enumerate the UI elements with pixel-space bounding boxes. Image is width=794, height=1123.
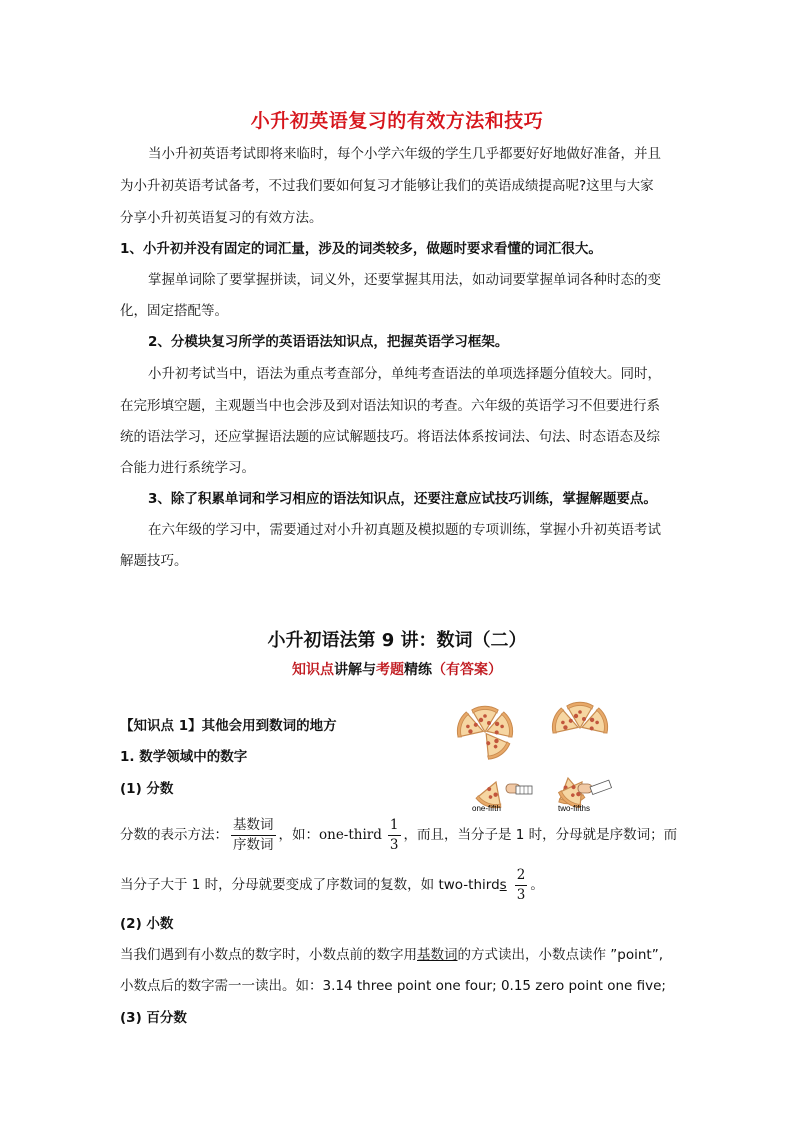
intro-line-3: 分享小升初英语复习的有效方法。 bbox=[120, 210, 323, 226]
fraction-plural-line bbox=[120, 864, 544, 906]
pizza-fractions-illustration bbox=[440, 690, 632, 818]
one-third-fraction bbox=[388, 816, 401, 855]
point-1-line-2: 化，固定搭配等。 bbox=[120, 303, 228, 319]
two-thirds-denominator: 3 bbox=[516, 886, 526, 903]
fraction-def-text-c: ，而且，当分子是 1 时，分母就是序数词；而 bbox=[403, 827, 678, 843]
fraction-def-text-a: 分数的表示方法： bbox=[120, 827, 228, 843]
right-pizza bbox=[550, 702, 611, 739]
decimal-line-1 bbox=[120, 945, 663, 965]
point-3-line-1: 在六年级的学习中，需要通过对小升初真题及模拟题的专项训练，掌握小升初英语考试 bbox=[148, 522, 661, 538]
point-2-line-4: 合能力进行系统学习。 bbox=[120, 460, 255, 476]
decimal-line-1-b: 的方式读出，小数点读作 ”point”, bbox=[457, 947, 663, 963]
two-fifths-label: two-fifths bbox=[558, 804, 591, 813]
subtitle-part-1: 知识点 bbox=[292, 662, 334, 678]
fraction-format-numerator: 基数词 bbox=[233, 816, 274, 833]
point-1-line-1: 掌握单词除了要掌握拼读，词义外，还要掌握其用法，如动词要掌握单词各种时态的变 bbox=[148, 272, 661, 288]
subtitle-part-5: （有答案） bbox=[432, 662, 502, 678]
right-hand-icon bbox=[578, 780, 612, 794]
one-third-numerator: 1 bbox=[389, 816, 399, 833]
subtitle-part-3: 考题 bbox=[376, 662, 404, 678]
decimal-line-1-a: 当我们遇到有小数点的数字时，小数点前的数字用 bbox=[120, 947, 417, 963]
fraction-def-text-b: ，如：one-third bbox=[278, 827, 382, 843]
fraction-plural-text: 当分子大于 1 时，分母就要变成了序数词的复数，如 two-third bbox=[120, 877, 500, 893]
point-2-line-2: 在完形填空题，主观题当中也会涉及到对语法知识的考查。六年级的英语学习不但要进行系 bbox=[120, 398, 660, 414]
fraction-definition-line bbox=[120, 814, 677, 856]
one-fifth-label: one-fifth bbox=[472, 804, 501, 813]
two-thirds-numerator: 2 bbox=[516, 866, 526, 883]
fraction-format-denominator: 序数词 bbox=[233, 836, 274, 853]
one-third-denominator: 3 bbox=[389, 836, 399, 853]
intro-line-1: 当小升初英语考试即将来临时，每个小学六年级的学生几乎都要好好地做好准备，并且 bbox=[148, 146, 661, 162]
lesson-subtitle bbox=[0, 659, 794, 679]
point-3-line-2: 解题技巧。 bbox=[120, 553, 188, 569]
kp1-heading: 【知识点 1】其他会用到数词的地方 bbox=[120, 718, 337, 734]
point-2-line-1: 小升初考试当中，语法为重点考查部分，单纯考查语法的单项选择题分值较大。同时， bbox=[148, 366, 661, 382]
fraction-format bbox=[231, 816, 276, 855]
left-hand-icon bbox=[506, 784, 532, 794]
point-3-heading: 3、除了积累单词和学习相应的语法知识点，还要注意应试技巧训练，掌握解题要点。 bbox=[148, 491, 657, 507]
decimal-line-2: 小数点后的数字需一一读出。如：3.14 three point one four; 0.15 zero point one five; bbox=[120, 978, 666, 994]
subtitle-part-2: 讲解与 bbox=[334, 662, 376, 678]
point-2-line-3: 统的语法学习，还应掌握语法题的应试解题技巧。将语法体系按词法、句法、时态语态及综 bbox=[120, 429, 660, 445]
point-1-heading: 1、小升初并没有固定的词汇量，涉及的词类较多，做题时要求看懂的词汇很大。 bbox=[120, 241, 602, 257]
plural-s-suffix: s bbox=[499, 877, 507, 893]
section-1-heading: 1. 数学领域中的数字 bbox=[120, 749, 248, 765]
left-pizza bbox=[455, 706, 516, 762]
cardinal-number-term: 基数词 bbox=[417, 947, 458, 963]
subsection-percent-heading: (3) 百分数 bbox=[120, 1010, 187, 1026]
subsection-fraction-heading: (1) 分数 bbox=[120, 781, 174, 797]
intro-line-2: 为小升初英语考试备考，不过我们要如何复习才能够让我们的英语成绩提高呢?这里与大家 bbox=[120, 178, 654, 194]
document-title: 小升初英语复习的有效方法和技巧 bbox=[250, 110, 544, 132]
two-thirds-fraction bbox=[515, 866, 528, 905]
subtitle-part-4: 精练 bbox=[404, 662, 432, 678]
point-2-heading: 2、分模块复习所学的英语语法知识点，把握英语学习框架。 bbox=[148, 334, 509, 350]
lesson-title: 小升初语法第 9 讲：数词（二） bbox=[267, 630, 527, 651]
subsection-decimal-heading: (2) 小数 bbox=[120, 916, 174, 932]
fraction-plural-end: 。 bbox=[530, 877, 544, 893]
